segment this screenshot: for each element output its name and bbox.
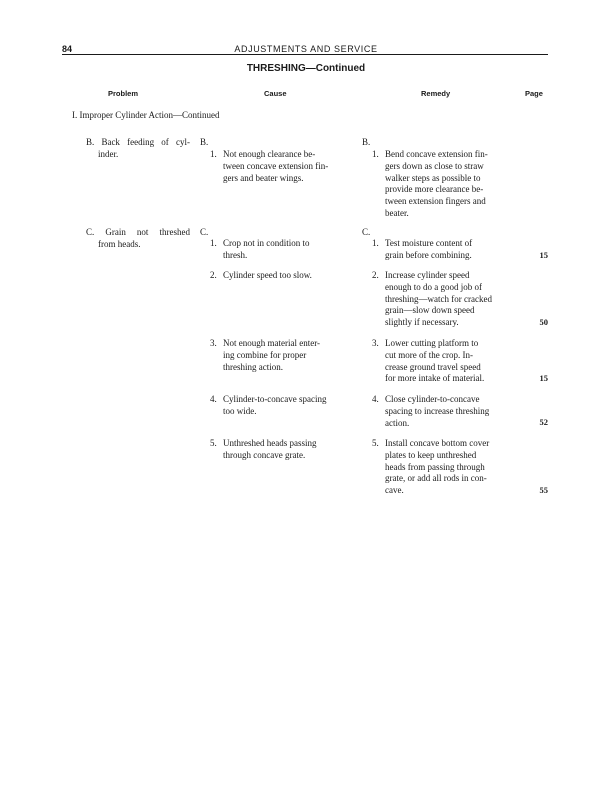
remedy-line: spacing to increase threshing [385, 405, 490, 416]
remedy-item-num: 1. [372, 238, 379, 248]
remedy-line: tween extension fingers and [385, 196, 486, 207]
remedy-line: cave. [385, 485, 404, 496]
remedy-line: Increase cylinder speed [385, 270, 470, 280]
problem-line: B. Back feeding of cyl- [86, 137, 190, 147]
cause-line: through concave grate. [223, 449, 306, 460]
remedy-line: Install concave bottom cover [385, 438, 490, 448]
cause-line: Not enough material enter- [223, 338, 321, 348]
column-heading-problem: Problem [108, 89, 139, 98]
column-heading-cause: Cause [264, 89, 287, 98]
cause-item-num: 5. [210, 438, 217, 448]
remedy-line: walker steps as possible to [385, 172, 481, 183]
remedy-line: slightly if necessary. [385, 317, 459, 328]
remedy-line: Close cylinder-to-concave [385, 394, 480, 404]
cause-item-num: 3. [210, 338, 217, 348]
remedy-line: gers down as close to straw [385, 160, 484, 171]
cause-line: Crop not in condition to [223, 238, 310, 248]
cause-letter-b: B. [200, 137, 209, 147]
cause-line: Cylinder speed too slow. [223, 270, 312, 280]
page-ref: 15 [539, 373, 548, 383]
problem-line: C. Grain not threshed [86, 227, 190, 237]
page-number: 84 [62, 44, 73, 54]
cause-line: tween concave extension fin- [223, 160, 329, 171]
cause-text [223, 338, 351, 373]
remedy-text [385, 394, 512, 429]
remedy-item-num: 1. [372, 149, 379, 159]
problem-b [86, 137, 190, 161]
cause-letter-c: C. [200, 227, 209, 237]
remedy-text [385, 149, 512, 220]
remedy-item-num: 2. [372, 270, 379, 280]
cause-line: too wide. [223, 405, 257, 416]
remedy-item-num: 4. [372, 394, 379, 404]
remedy-line: plates to keep unthreshed [385, 449, 477, 460]
remedy-letter-c: C. [362, 227, 371, 237]
remedy-line: action. [385, 417, 410, 428]
remedy-line: threshing—watch for cracked [385, 293, 492, 304]
remedy-line: enough to do a good job of [385, 281, 482, 292]
cause-item-num: 1. [210, 149, 217, 159]
column-heading-page: Page [525, 89, 543, 98]
cause-text [223, 438, 351, 462]
cause-line: thresh. [223, 249, 248, 260]
page-ref: 15 [539, 250, 548, 260]
remedy-item-num: 5. [372, 438, 379, 448]
remedy-line: grain before combining. [385, 249, 472, 260]
cause-text [223, 149, 351, 184]
cause-line: threshing action. [223, 361, 283, 372]
remedy-item-num: 3. [372, 338, 379, 348]
section-title: THRESHING—Continued [246, 63, 366, 74]
header-rule [62, 54, 548, 55]
page-ref: 50 [539, 317, 548, 327]
running-title: ADJUSTMENTS AND SERVICE [234, 44, 378, 54]
cause-item-num: 4. [210, 394, 217, 404]
remedy-letter-b: B. [362, 137, 371, 147]
remedy-line: Lower cutting platform to [385, 338, 479, 348]
cause-item-num: 1. [210, 238, 217, 248]
problem-line: inder. [98, 148, 119, 159]
remedy-line: Bend concave extension fin- [385, 149, 488, 159]
problem-line: from heads. [98, 238, 141, 249]
cause-line: Unthreshed heads passing [223, 438, 317, 448]
cause-line: Not enough clearance be- [223, 149, 316, 159]
remedy-line: heads from passing through [385, 461, 485, 472]
cause-text [223, 270, 353, 282]
remedy-line: grain—slow down speed [385, 305, 475, 316]
page-ref: 52 [539, 417, 548, 427]
problem-c [86, 227, 190, 251]
remedy-line: beater. [385, 207, 409, 218]
cause-text [223, 394, 351, 418]
remedy-line: grate, or add all rods in con- [385, 473, 487, 484]
cause-line: gers and beater wings. [223, 172, 304, 183]
section-heading: I. Improper Cylinder Action—Continued [72, 110, 220, 120]
remedy-line: Test moisture content of [385, 238, 473, 248]
cause-item-num: 2. [210, 270, 217, 280]
remedy-text [385, 238, 512, 262]
page-ref: 55 [539, 485, 548, 495]
remedy-text [385, 338, 512, 385]
remedy-line: cut more of the crop. In- [385, 349, 473, 360]
column-heading-remedy: Remedy [421, 89, 451, 98]
cause-text [223, 238, 351, 262]
cause-line: Cylinder-to-concave spacing [223, 394, 327, 404]
cause-line: ing combine for proper [223, 349, 307, 360]
remedy-line: crease ground travel speed [385, 361, 481, 372]
remedy-text [385, 270, 512, 329]
remedy-line: provide more clearance be- [385, 184, 484, 195]
remedy-text [385, 438, 512, 497]
remedy-line: for more intake of material. [385, 373, 485, 384]
